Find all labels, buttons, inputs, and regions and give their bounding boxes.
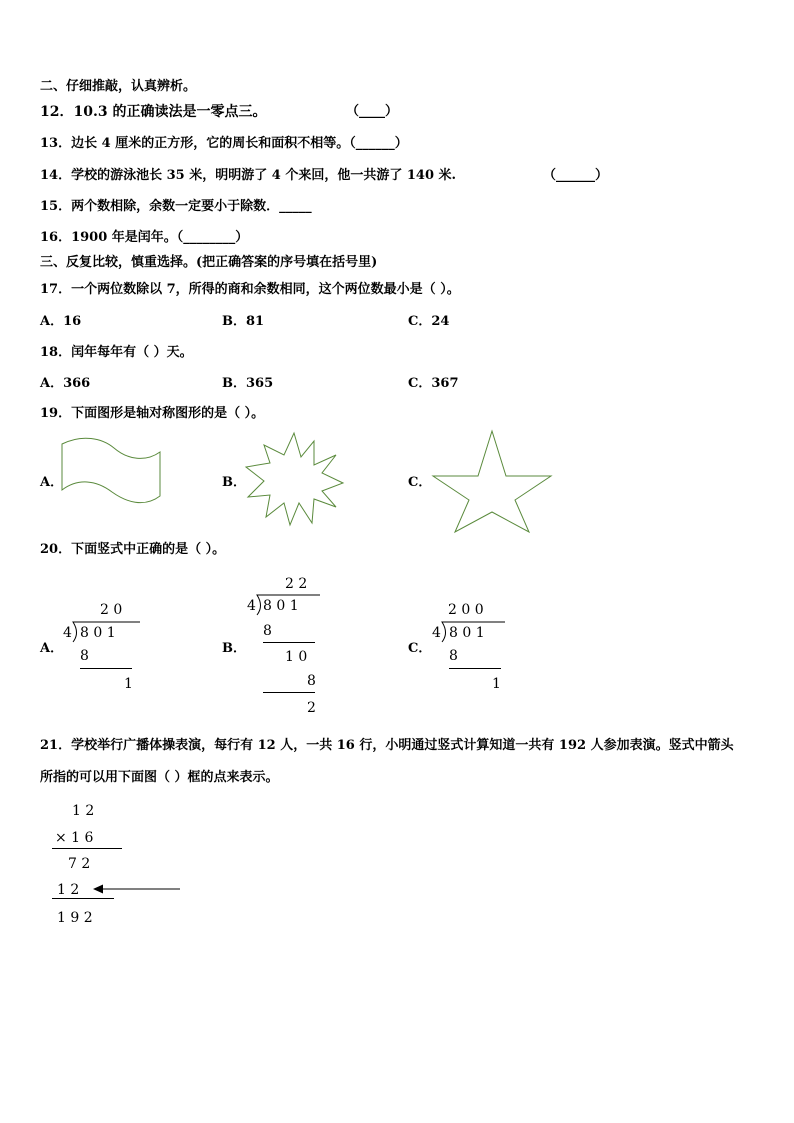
question-18: 18．闰年每年有（ ）天。 [40,345,193,360]
calc-partial-2: 1 2 [57,882,80,898]
division-b-middle: 1 0 [285,649,308,665]
section-3-heading: 三、反复比较，慎重选择。(把正确答案的序号填在括号里) [40,255,378,270]
division-c-quotient: 2 0 0 [448,602,484,618]
starburst-shape-b [244,431,346,527]
arrow-icon [92,883,184,895]
division-c-remainder: 1 [492,676,501,692]
question-14-blank[interactable]: （______） [543,168,609,183]
calc-top-number: 1 2 [72,803,95,819]
question-20-label-b[interactable]: B． [222,641,246,656]
question-18-option-c[interactable]: C．367 [408,376,459,391]
division-b-dividend: 8 0 1 [263,598,299,614]
division-b-divisor: 4 [247,598,256,614]
question-21-line-2: 所指的可以用下面图（ ）框的点来表示。 [40,770,279,785]
question-12 [40,104,266,120]
calc-line-2 [52,898,114,899]
division-b-line-2 [263,692,315,693]
star-shape-c [430,430,554,534]
calc-result: 1 9 2 [57,910,93,926]
section-2-heading: 二、仔细推敲，认真辨析。 [40,79,197,94]
question-13: 13．边长 4 厘米的正方形，它的周长和面积不相等。（______） [40,136,408,151]
division-c-divisor: 4 [432,625,441,641]
question-12-text: 10.3 的正确读法是一零点三。 [73,104,267,120]
division-b-subtract-2: 8 [307,673,316,689]
question-12-number: 12． [40,104,74,120]
question-17: 17．一个两位数除以 7，所得的商和余数相同，这个两位数最小是（ ）。 [40,282,460,297]
division-c-subtract: 8 [449,648,458,664]
division-b-remainder: 2 [307,700,316,716]
question-18-option-a[interactable]: A．366 [40,376,91,391]
question-17-option-a[interactable]: A．16 [40,314,82,329]
calc-partial-1: 7 2 [68,856,91,872]
question-15: 15．两个数相除，余数一定要小于除数．_____ [40,199,312,214]
division-b-subtract-1: 8 [263,623,272,639]
division-a-subtract: 8 [80,648,89,664]
flag-shape-a [56,436,166,516]
question-19-label-b[interactable]: B． [222,475,246,490]
division-a-dividend: 8 0 1 [80,625,116,641]
question-18-option-b[interactable]: B．365 [222,376,274,391]
calc-line-1 [52,848,122,849]
question-19: 19．下面图形是轴对称图形的是（ ）。 [40,406,265,421]
question-14: 14．学校的游泳池长 35 米，明明游了 4 个来回，他一共游了 140 米. [40,168,457,183]
question-19-label-a[interactable]: A． [40,475,64,490]
division-b-line-1 [263,642,315,643]
question-16: 16．1900 年是闰年。（________） [40,230,249,245]
question-20-label-a[interactable]: A． [40,641,64,656]
question-21-line-1: 21．学校举行广播体操表演，每行有 12 人，一共 16 行，小明通过竖式计算知道一共有 192 人参加表演。竖式中箭头 [40,738,734,753]
division-c-line [449,668,501,669]
division-c-dividend: 8 0 1 [449,625,485,641]
question-20-label-c[interactable]: C． [408,641,432,656]
division-a-quotient: 2 0 [100,602,123,618]
division-b-quotient: 2 2 [285,576,308,592]
question-17-option-c[interactable]: C．24 [408,314,450,329]
division-a-line [80,668,132,669]
question-19-label-c[interactable]: C． [408,475,432,490]
division-a-divisor: 4 [63,625,72,641]
question-20: 20．下面竖式中正确的是（ ）。 [40,542,226,557]
question-12-blank[interactable]: （____） [346,104,399,119]
question-17-option-b[interactable]: B．81 [222,314,265,329]
calc-multiplier: × 1 6 [55,830,94,846]
division-a-remainder: 1 [124,676,133,692]
